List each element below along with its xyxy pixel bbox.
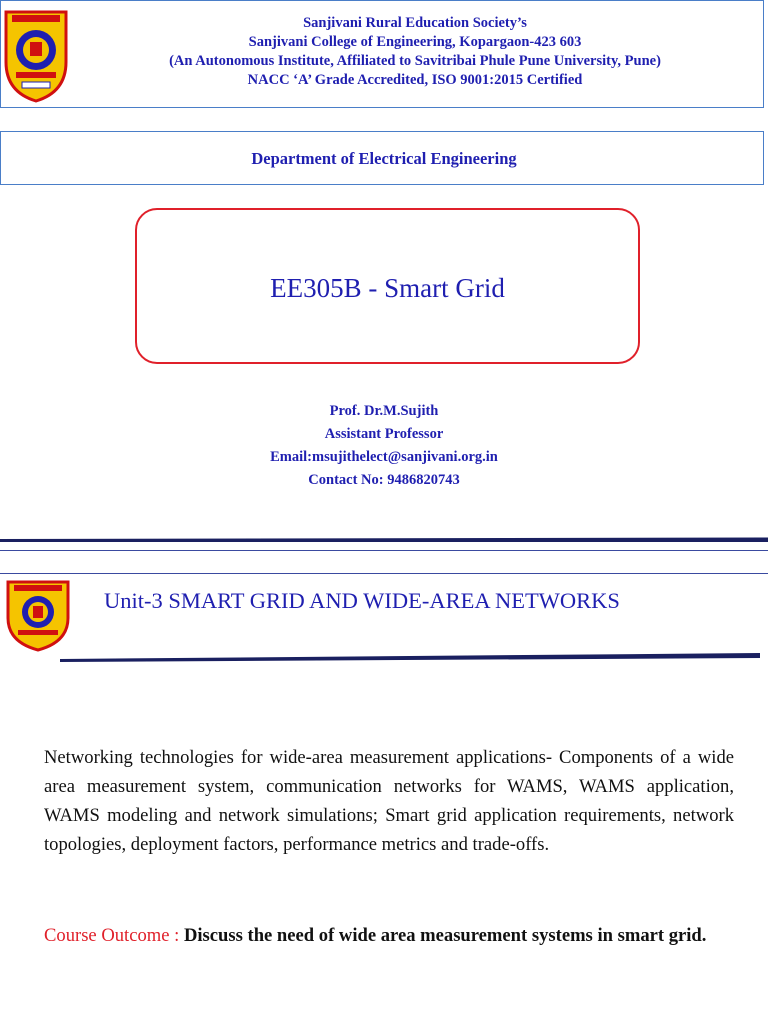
college-emblem-icon — [2, 576, 74, 652]
unit-title: Unit-3 SMART GRID AND WIDE-AREA NETWORKS — [104, 588, 620, 613]
divider-rule — [0, 536, 768, 544]
accreditation: NACC ‘A’ Grade Accredited, ISO 9001:2015 Certified — [247, 72, 583, 88]
faculty-info — [0, 400, 768, 492]
course-outcome-label: Course Outcome : — [44, 925, 180, 946]
college-name: Sanjivani College of Engineering, Kopargaon-423 603 — [248, 34, 582, 50]
faculty-name: Prof. Dr.M.Sujith — [329, 403, 439, 419]
faculty-designation: Assistant Professor — [324, 426, 444, 442]
divider-rule — [60, 650, 760, 664]
course-outcome-text: Discuss the need of wide area measurement systems in smart grid. — [183, 925, 707, 946]
unit-bar — [0, 550, 768, 574]
department-name: Department of Electrical Engineering — [251, 149, 517, 168]
course-title: EE305B - Smart Grid — [270, 273, 505, 303]
faculty-contact: Contact No: 9486820743 — [308, 472, 460, 488]
syllabus-text: Networking technologies for wide-area measurement applications- Components of a wide area measurement system, communication networks for WAMS, WAMS application, WAMS modeling and network simulations; Smart grid application requirements, network topologies, deployment factors, performance metrics and trade-offs. — [44, 747, 734, 855]
society-name: Sanjivani Rural Education Society’s — [303, 15, 527, 31]
affiliation: (An Autonomous Institute, Affiliated to Savitribai Phule Pune University, Pune) — [169, 53, 661, 69]
faculty-email: Email:msujithelect@sanjivani.org.in — [270, 449, 498, 465]
college-emblem-icon — [2, 4, 70, 104]
institute-header — [70, 14, 760, 90]
course-outcome — [44, 921, 734, 951]
